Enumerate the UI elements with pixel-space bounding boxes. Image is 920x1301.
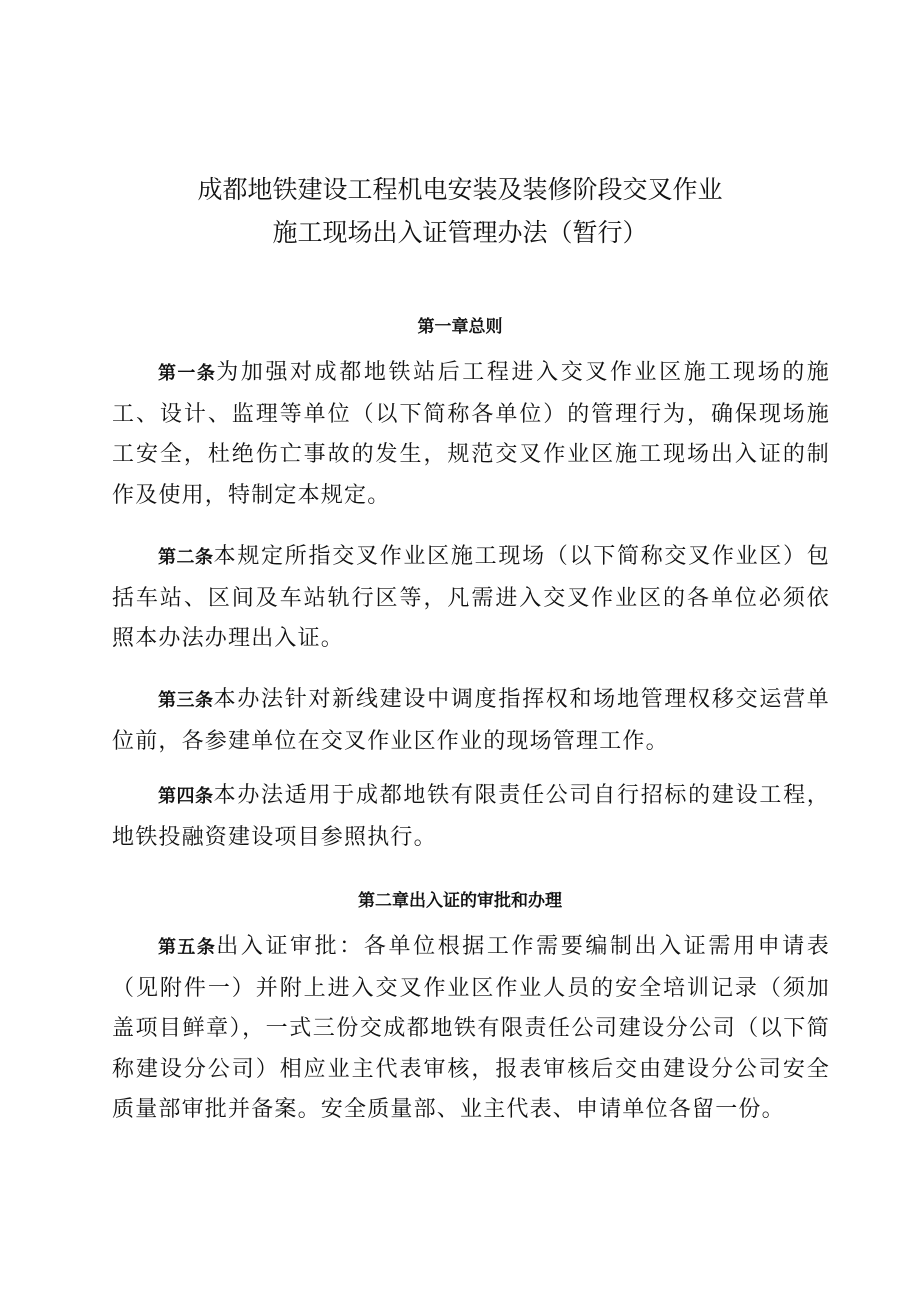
document-title-line-2: 施工现场出入证管理办法（暂行） bbox=[272, 218, 648, 247]
chapter-heading-2: 第二章出入证的审批和办理 bbox=[358, 891, 562, 911]
article-4-text: 本办法适用于成都地铁有限责任公司自行招标的建设工程，地铁投融资建设项目参照执行。 bbox=[112, 783, 831, 850]
article-1-label: 第一条 bbox=[158, 363, 217, 384]
article-2-label: 第二条 bbox=[158, 547, 214, 568]
article-2 bbox=[112, 537, 830, 660]
article-1-text: 为加强对成都地铁站后工程进入交叉作业区施工现场的施工、设计、监理等单位（以下简称各单位）的管理行为，确保现场施工安全，杜绝伤亡事故的发生，规范交叉作业区施工现场出入证的制作及使用，特制定本规定。 bbox=[112, 360, 831, 508]
article-5 bbox=[112, 927, 830, 1131]
article-3 bbox=[112, 680, 830, 762]
article-5-text: 出入证审批：各单位根据工作需要编制出入证需用申请表（见附件一）并附上进入交叉作业区作业人员的安全培训记录（须加盖项目鲜章），一式三份交成都地铁有限责任公司建设分公司（以下简称建设分公司）相应业主代表审核，报表审核后交由建设分公司安全质量部审批并备案。安全质量部、业主代表、申请单位各留一份。 bbox=[112, 934, 831, 1122]
article-1 bbox=[112, 353, 830, 516]
article-2-text: 本规定所指交叉作业区施工现场（以下简称交叉作业区）包括车站、区间及车站轨行区等，凡需进入交叉作业区的各单位必须依照本办法办理出入证。 bbox=[112, 544, 831, 651]
article-3-text: 本办法针对新线建设中调度指挥权和场地管理权移交运营单位前，各参建单位在交叉作业区作业的现场管理工作。 bbox=[112, 687, 831, 754]
article-4 bbox=[112, 776, 830, 858]
article-3-label: 第三条 bbox=[158, 690, 214, 711]
document-title-line-1: 成都地铁建设工程机电安装及装修阶段交叉作业 bbox=[197, 175, 723, 204]
article-4-label: 第四条 bbox=[158, 786, 214, 807]
chapter-heading-1: 第一章总则 bbox=[417, 317, 503, 337]
article-5-label: 第五条 bbox=[158, 937, 217, 958]
